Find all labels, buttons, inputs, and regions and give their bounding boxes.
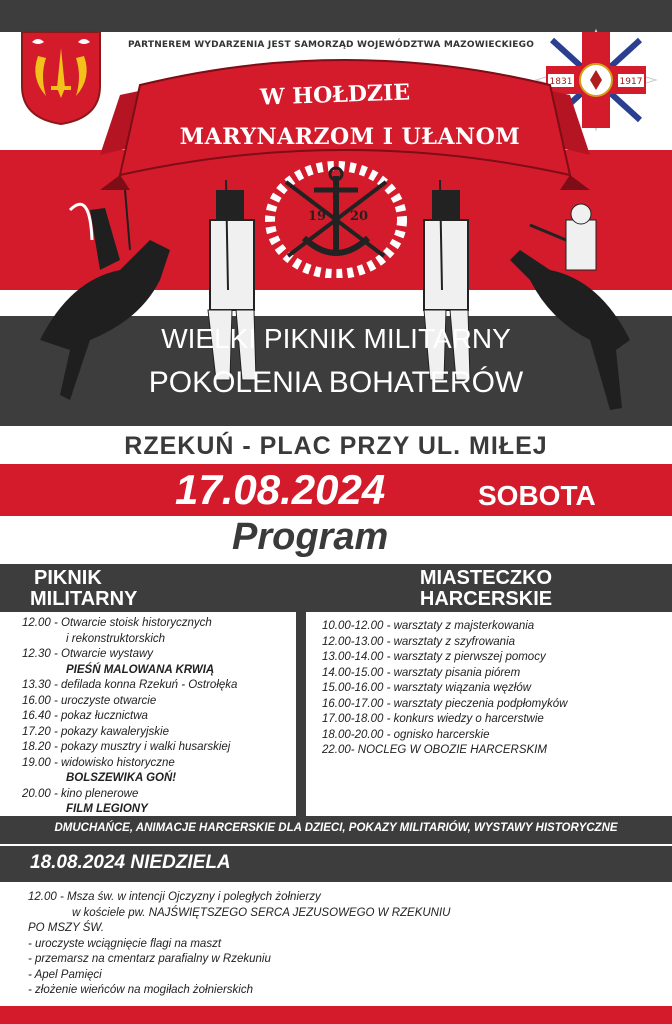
left-heading-line2: MILITARNY (30, 588, 138, 610)
schedule-item: 16.40 - pokaz łucznictwa (22, 710, 148, 722)
event-title-line2: POKOLENIA BOHATERÓW (148, 366, 524, 399)
right-heading-line1: MIASTECZKO (419, 567, 553, 589)
schedule-item: 12.00 - Msza św. w intencji Ojczyzny i poległych żołnierzy (28, 891, 321, 903)
schedule-item: - Apel Pamięci (28, 968, 102, 981)
schedule-item: - uroczyste wciągnięcie flagi na maszt (28, 937, 222, 950)
schedule-item: PO MSZY ŚW. (28, 922, 105, 934)
anchor-year-left: 19 (308, 209, 327, 224)
partner-text: PARTNEREM WYDARZENIA JEST SAMORZĄD WOJEWÓDZTWA MAZOWIECKIEGO (128, 40, 535, 50)
schedule-item: 16.00 - uroczyste otwarcie (22, 694, 157, 707)
schedule-item: 22.00- NOCLEG W OBOZIE HARCERSKIM (322, 744, 547, 756)
schedule-item: 19.00 - widowisko historyczne (22, 756, 175, 769)
left-schedule-list (22, 616, 294, 818)
banner-line1: W HOŁDZIE (259, 79, 411, 111)
schedule-item: 18.00-20.00 - ognisko harcerskie (322, 728, 490, 741)
left-heading-line1: PIKNIK (34, 567, 102, 589)
schedule-item: BOLSZEWIKA GOŃ! (66, 772, 177, 784)
schedule-item: 17.00-18.00 - konkurs wiedzy o harcerstwie (322, 713, 544, 725)
schedule-item: 13.00-14.00 - warsztaty z pierwszej pomocy (322, 651, 546, 663)
schedule-item: 12.00 - Otwarcie stoisk historycznych (22, 617, 212, 629)
left-column-heading (30, 568, 180, 610)
bottom-band (0, 1006, 672, 1024)
event-location: RZEKUŃ - PLAC PRZY UL. MIŁEJ (124, 432, 548, 460)
day2-schedule-list (28, 890, 648, 999)
schedule-item: 10.00-12.00 - warsztaty z majsterkowania (322, 620, 535, 632)
schedule-item: 20.00 - kino plenerowe (22, 787, 139, 800)
column-divider (296, 564, 306, 816)
schedule-item: - złożenie wieńców na mogiłach żołnierskich (28, 984, 253, 996)
schedule-item: 12.30 - Otwarcie wystawy (22, 648, 154, 660)
event-date: 17.08.2024 (175, 466, 386, 513)
program-title: Program (232, 516, 389, 558)
anchor-year-right: 20 (350, 209, 369, 224)
schedule-item: 15.00-16.00 - warsztaty wiązania węzłów (322, 682, 532, 694)
schedule-item: 12.00-13.00 - warsztaty z szyfrowania (322, 635, 516, 648)
day2-heading: 18.08.2024 NIEDZIELA (30, 852, 231, 873)
right-column-heading (386, 568, 586, 610)
schedule-item: 17.20 - pokazy kawaleryjskie (22, 725, 170, 738)
medal-year-left: 1831 (549, 77, 573, 87)
schedule-item: FILM LEGIONY (66, 803, 148, 815)
schedule-item: 18.20 - pokazy musztry i walki husarskiej (22, 741, 231, 753)
schedule-item: - przemarsz na cmentarz parafialny w Rzekuniu (28, 953, 271, 965)
event-title-line1: WIELKI PIKNIK MILITARNY (161, 323, 511, 354)
schedule-item: PIEŚŃ MALOWANA KRWIĄ (66, 663, 215, 676)
schedule-item: w kościele pw. NAJŚWIĘTSZEGO SERCA JEZUSOWEGO W RZEKUNIU (72, 906, 451, 919)
banner-line2: MARYNARZOM I UŁANOM (179, 124, 521, 150)
schedule-item: i rekonstruktorskich (66, 632, 166, 645)
medal-year-right: 1917 (619, 77, 643, 87)
coat-of-arms-icon (18, 28, 104, 126)
extras-text: DMUCHAŃCE, ANIMACJE HARCERSKIE DLA DZIECI, POKAZY MILITARIÓW, WYSTAWY HISTORYCZNE (54, 822, 618, 834)
schedule-item: 16.00-17.00 - warsztaty pieczenia podpłomyków (322, 697, 568, 710)
event-day: SOBOTA (478, 480, 596, 511)
right-schedule-list (322, 619, 662, 759)
schedule-item: 13.30 - defilada konna Rzekuń - Ostrołęka (22, 679, 238, 691)
right-heading-line2: HARCERSKIE (419, 588, 553, 610)
schedule-item: 14.00-15.00 - warsztaty pisania piórem (322, 666, 521, 679)
